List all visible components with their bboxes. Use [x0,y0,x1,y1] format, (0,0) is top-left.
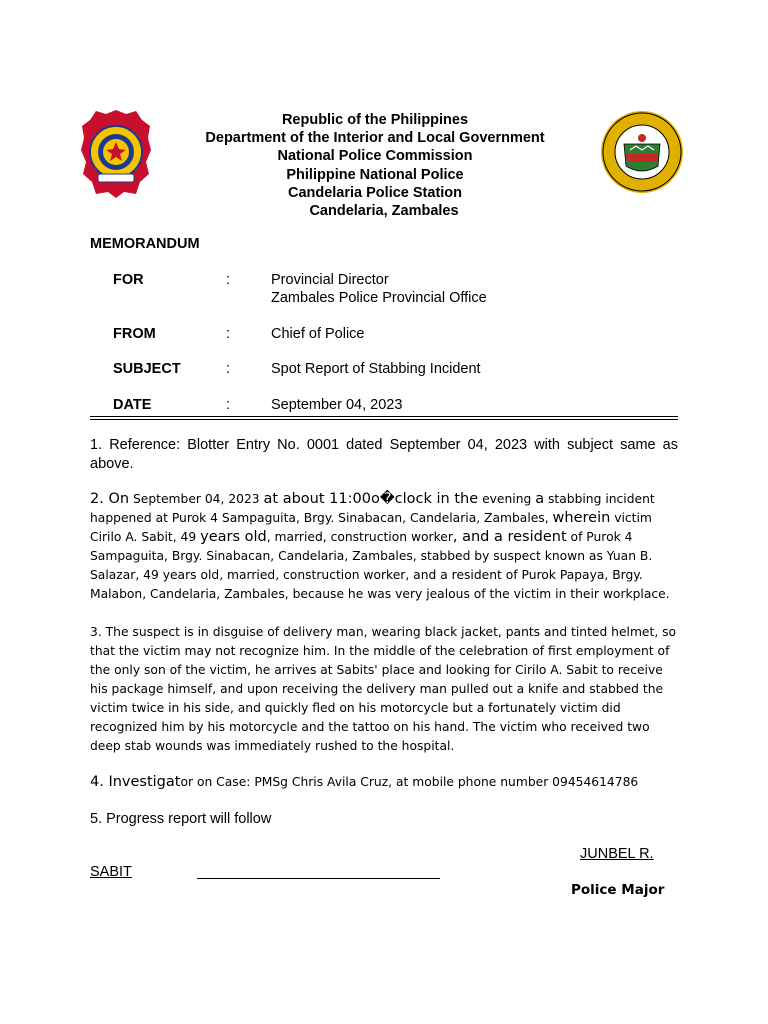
p2-s8: victim Cirilo A. Sabit, 49 [90,511,652,544]
signature-line [197,878,440,879]
paragraph-investigator [90,774,638,790]
p2-s2: September 04, 2023 [129,492,264,506]
divider-line-top [90,416,678,417]
subject-colon: : [226,361,231,377]
memo-title: MEMORANDUM [90,236,200,252]
letterhead [160,111,590,220]
header-line-pnp: Philippine National Police [286,166,464,183]
from-value: Chief of Police [271,326,365,342]
p2-s7: wherein [552,510,611,526]
header-line-dilg: Department of the Interior and Local Government [205,130,545,147]
for-colon: : [226,272,231,288]
municipal-seal-icon [600,110,684,194]
p2-s6: stabbing incident happened at Purok 4 Sampaguita, Brgy. Sinabacan, Candelaria, Zambales, [90,492,655,525]
p2-s11: , construction worker [322,530,453,544]
p2-s10: , married [266,530,323,544]
pnp-badge-icon [80,108,152,200]
header-line-republic: Republic of the Philippines [281,112,469,128]
from-label: FROM [113,326,156,342]
divider-line-bottom [90,419,678,420]
header-line-location: Candelaria, Zambales [309,203,459,220]
p2-s5: a [535,491,545,507]
signatory-name: JUNBEL R. [580,846,654,862]
for-value-line-1: Provincial Director [271,272,389,288]
subject-label: SUBJECT [113,361,181,377]
subject-value: Spot Report of Stabbing Incident [271,361,481,377]
for-label: FOR [113,272,144,288]
date-colon: : [226,397,231,413]
for-value [271,272,487,307]
p2-num: 2. [90,491,109,507]
date-label: DATE [113,397,152,413]
p2-s12: , and a resident [452,529,567,545]
p2-s13: of Purok 4 Sampaguita, Brgy. Sinabacan, Candelaria, Zambales, stabbed by suspect known as Yuan B. Salazar, 49 years old, married, construction worker, and a resident of Purok Papaya, Brgy. Malabon, Candelaria, Zambales, because he was very jealous of the victim in their workplace. [90,530,670,601]
pnp-logo [80,108,152,200]
paragraph-details: 3. The suspect is in disguise of delivery man, wearing black jacket, pants and tinted helmet, so that the victim may not recognize him. In the middle of the celebration of first employment of the only son of the victim, he arrives at Sabits' place and looking for Cirilo A. Sabit to receive his package himself, and upon receiving the delivery man pulled out a knife and stabbed the victim twice in his side, and quickly fled on his motorcycle but a fortunately victim did recognized him by his motorcycle and the tattoo on his hand. The victim who received two deep stab wounds was immediately rushed to the hospital. [90,625,677,753]
header-line-station: Candelaria Police Station [287,184,463,201]
p4-a: 4. Investigat [90,774,181,790]
p4-b: or on Case: PMSg Chris Avila Cruz, at mobile phone number 09454614786 [180,775,639,789]
municipal-logo [600,110,684,194]
paragraph-incident [90,490,678,604]
p2-s4: evening [478,492,536,506]
header-line-napolcom: National Police Commission [277,148,473,165]
p2-s3: at about 11:00o�clock in the [263,491,479,507]
p2-s1: On [108,491,130,507]
for-value-line-2: Zambales Police Provincial Office [271,289,487,306]
from-colon: : [226,326,231,342]
p2-s9: years old [200,529,267,545]
paragraph-reference: 1. Reference: Blotter Entry No. 0001 dated September 04, 2023 with subject same as above. [90,437,678,472]
signatory-surname: SABIT [90,864,132,880]
date-value: September 04, 2023 [271,397,403,413]
paragraph-progress: 5. Progress report will follow [90,811,272,827]
signatory-rank: Police Major [571,882,665,898]
